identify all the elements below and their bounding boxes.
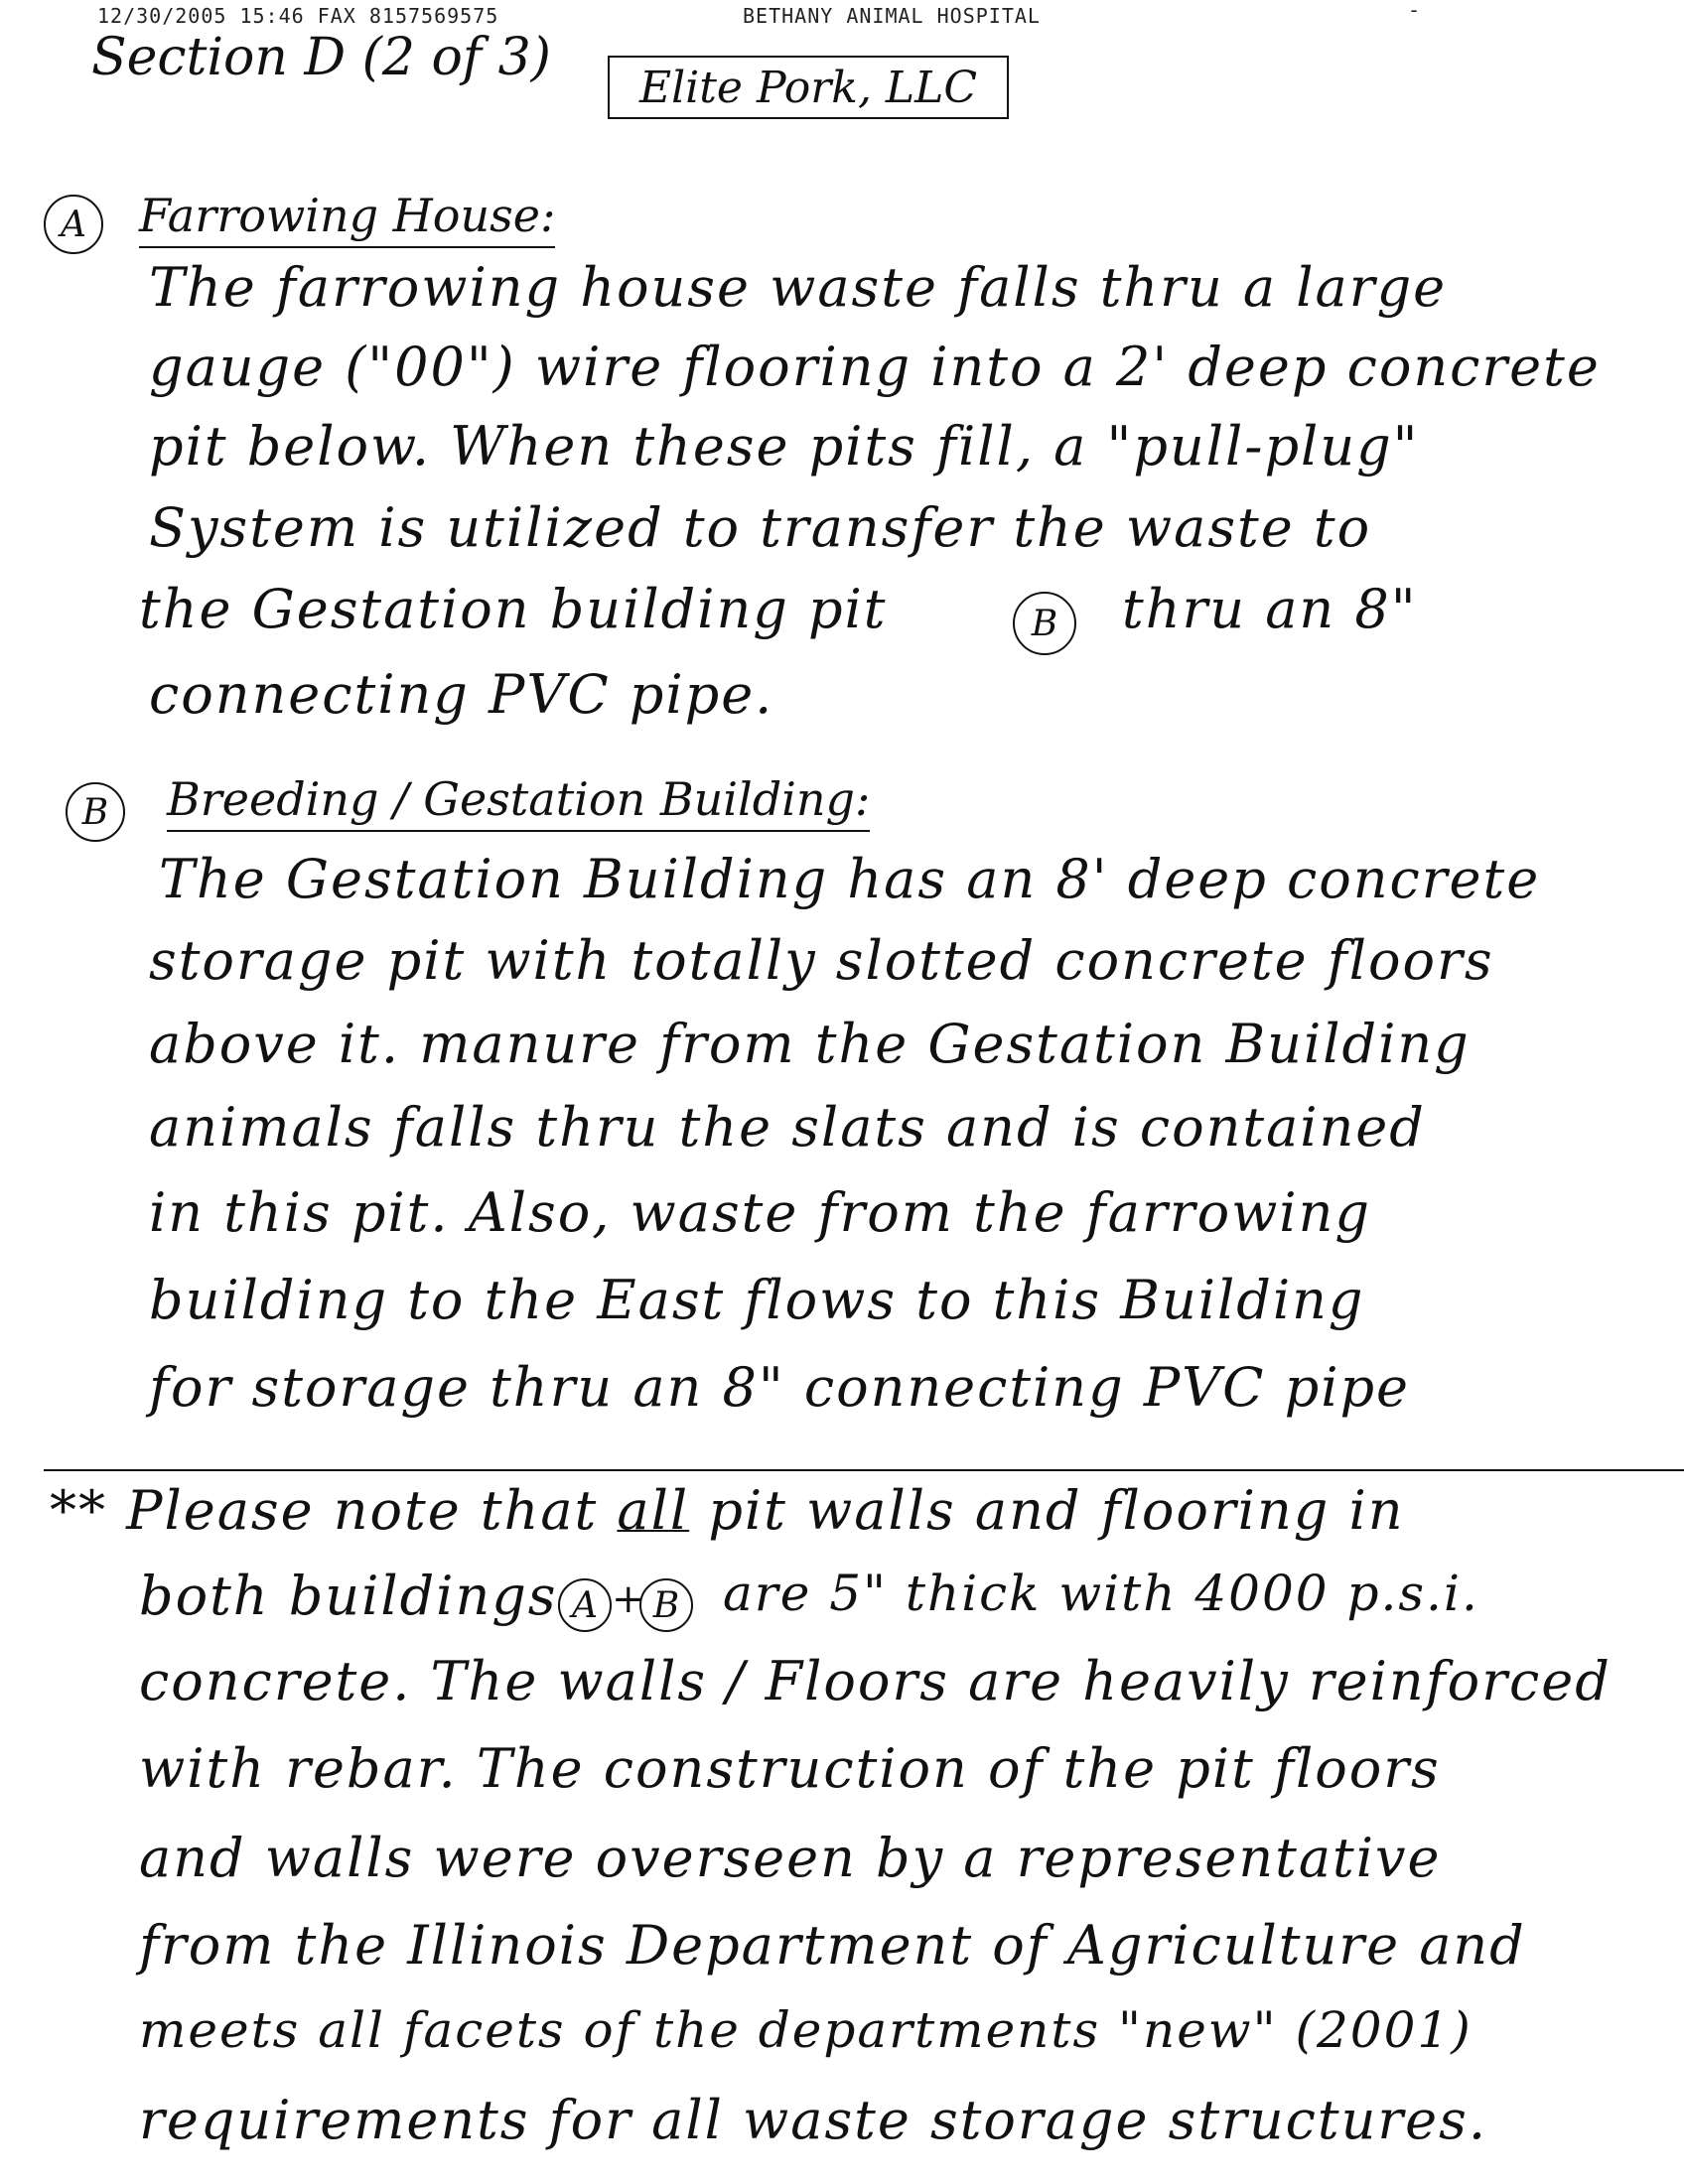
- section-a-line-1: The farrowing house waste falls thru a large: [149, 256, 1448, 319]
- section-b-heading: Breeding / Gestation Building:: [167, 772, 870, 832]
- inline-b-marker-label: B: [1031, 603, 1058, 644]
- section-note: Section D (2 of 3): [91, 28, 551, 87]
- fax-header-left: 12/30/2005 15:46 FAX 8157569575: [97, 4, 499, 28]
- note-line-3: concrete. The walls / Floors are heavily reinforced: [139, 1650, 1612, 1712]
- note-line-1: [50, 1479, 1405, 1542]
- note-line-6: from the Illinois Department of Agriculture and: [139, 1914, 1526, 1977]
- section-a-marker: [44, 195, 103, 254]
- section-b-marker: [66, 782, 125, 842]
- note-prefix: ** Please note that: [50, 1479, 599, 1542]
- section-a-heading: Farrowing House:: [139, 189, 555, 248]
- note-line-5: and walls were overseen by a representative: [139, 1827, 1442, 1889]
- section-a-line-2: gauge ("00") wire flooring into a 2' deep concrete: [149, 336, 1601, 398]
- section-b-line-7: for storage thru an 8" connecting PVC pipe: [149, 1356, 1410, 1419]
- note-emphasis: all: [617, 1479, 690, 1542]
- company-box: [608, 56, 1009, 119]
- fax-header-right: -: [1408, 0, 1422, 22]
- section-b-marker-label: B: [81, 791, 109, 833]
- section-a-line-7: connecting PVC pipe.: [149, 663, 774, 726]
- section-b-line-1: The Gestation Building has an 8' deep concrete: [159, 848, 1541, 910]
- section-b-line-4: animals falls thru the slats and is contained: [149, 1096, 1426, 1159]
- section-a-line-3: pit below. When these pits fill, a "pull-plug": [149, 415, 1420, 478]
- section-a-marker-label: A: [61, 204, 86, 245]
- note-line-8: requirements for all waste storage structures.: [139, 2089, 1487, 2151]
- section-a-line-4: System is utilized to transfer the waste to: [149, 496, 1372, 559]
- note-line-2-start: both buildings: [139, 1565, 558, 1627]
- section-b-line-6: building to the East flows to this Building: [149, 1269, 1365, 1331]
- note-line-2-rest: are 5" thick with 4000 p.s.i.: [723, 1565, 1479, 1622]
- note-a-marker: [558, 1578, 612, 1632]
- horizontal-divider: [44, 1469, 1684, 1471]
- note-b-marker: [639, 1578, 693, 1632]
- note-line-1-rest: pit walls and flooring in: [708, 1479, 1405, 1542]
- note-a-marker-label: A: [572, 1584, 598, 1626]
- note-amp: +: [612, 1576, 645, 1622]
- section-a-line-6: thru an 8": [1122, 578, 1418, 640]
- section-b-line-2: storage pit with totally slotted concrete floors: [149, 929, 1494, 992]
- note-line-4: with rebar. The construction of the pit floors: [139, 1737, 1441, 1800]
- note-line-7: meets all facets of the departments "new" (2001): [139, 2001, 1473, 2059]
- inline-b-marker: [1013, 592, 1076, 655]
- section-a-line-5: the Gestation building pit: [139, 578, 888, 640]
- section-b-line-5: in this pit. Also, waste from the farrowing: [149, 1181, 1371, 1244]
- section-b-line-3: above it. manure from the Gestation Building: [149, 1013, 1471, 1075]
- fax-header-center: BETHANY ANIMAL HOSPITAL: [743, 4, 1041, 28]
- company-name: Elite Pork, LLC: [638, 62, 978, 113]
- note-b-marker-label: B: [652, 1584, 680, 1626]
